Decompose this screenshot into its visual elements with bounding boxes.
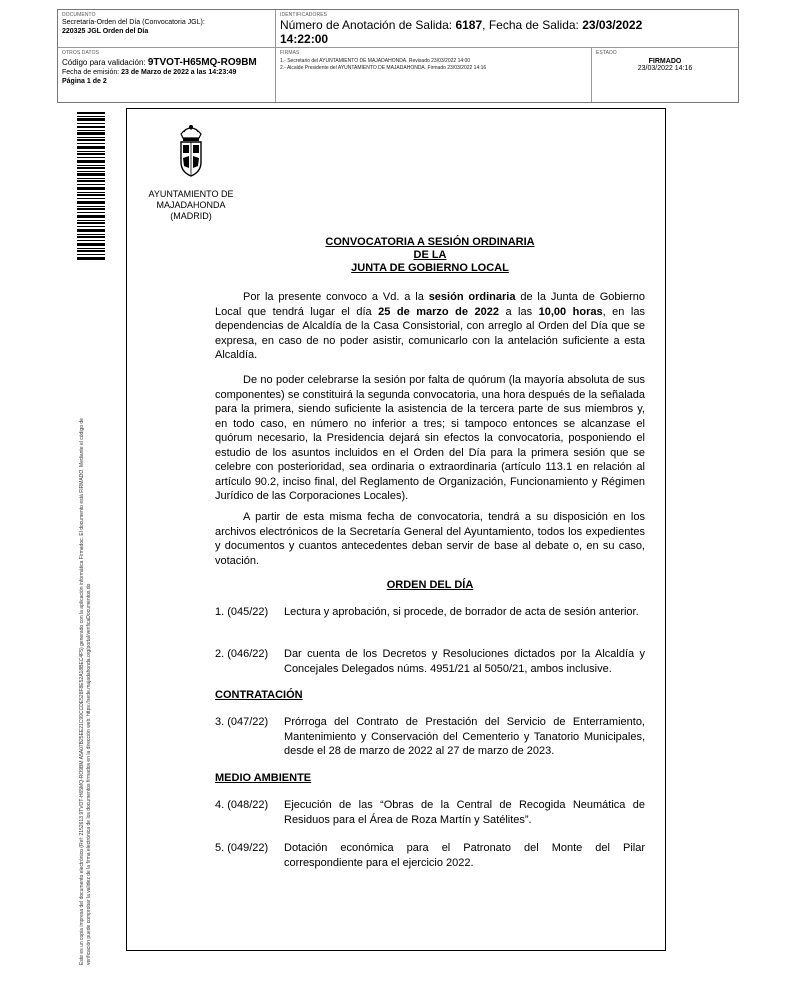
firmas-cell [276,48,592,102]
section-medio-ambiente: MEDIO AMBIENTE [215,772,312,784]
coat-of-arms-icon [175,118,207,180]
convocatoria-title: CONVOCATORIA A SESIÓN ORDINARIA DE LA JUNTA DE GOBIERNO LOCAL [325,236,535,274]
estado-label: ESTADO [596,50,617,56]
codigo-validacion: Código para validación: 9TVOT-H65MQ-RO9BM [62,57,257,68]
documento-line2: 220325 JGL Orden del Día [62,28,149,35]
documento-label: DOCUMENTO [62,12,96,18]
documento-line1: Secretaría-Orden del Día (Convocatoria JGL): [62,19,205,26]
paragraph-quorum: De no poder celebrarse la sesión por falta de quórum (la mayoría absoluta de sus componentes) se constituirá la segunda convocatoria, una hora después de la señalada para la primera, siendo suficiente la asistencia de la tercera parte de sus miembros y, en todo caso, en número no inferior a tres; si tampoco entonces se alcanzase el quórum necesario, la Presidencia dejará sin efectos la convocatoria, posponiendo el estudio de los asuntos incluidos en el Orden del Día para la primera sesión que se celebre con posterioridad, sea ordinaria o extraordinaria (artículo 113.1 en relación al artículo 90.2, inciso final, del Reglamento de Organización, Funcionamiento y Régimen Jurídico de las Corporaciones Locales). [215,374,645,502]
documento-cell [58,10,276,48]
paragraph-archivos: A partir de esta misma fecha de convocatoria, tendrá a su disposición en los archivos electrónicos de la Secretaría General del Ayuntamiento, todos los expedientes y documentos y cuantos antecedentes deban servir de base al debate o, en su caso, votación. [215,511,645,567]
identificadores-cell [276,10,738,48]
agenda-item: 2. (046/22) Dar cuenta de los Decretos y Resoluciones dictados por la Alcaldía y Concejales Delegados núms. 4951/21 al 5050/21, ambos inclusive. [215,648,645,675]
firma-1: 1.- Secretario del AYUNTAMIENTO DE MAJADAHONDA. Revisado 23/03/2022 14:00 [280,58,471,64]
fecha-emision: Fecha de emisión: 23 de Marzo de 2022 a las 14:23:49 [62,69,237,76]
agenda-item: 5. (049/22) Dotación económica para el Patronato del Monte del Pilar correspondiente para el ejercicio 2022. [215,842,645,869]
otros-datos-label: OTROS DATOS [62,50,100,56]
anotacion-salida: Número de Anotación de Salida: 6187, Fecha de Salida: 23/03/2022 14:22:00 [280,18,643,46]
agenda-item: 3. (047/22) Prórroga del Contrato de Prestación del Servicio de Enterramiento, Mantenimiento y Conservación del Cementerio y Tanatorio Municipales, desde el 28 de marzo de 2022 al 27 de marzo de 2023. [215,716,645,757]
estado-status: FIRMADO [648,58,682,65]
firmas-label: FIRMAS [280,50,300,56]
side-text-line2: verificación puede comprobar la validez de la firma electrónica de los documentos firmados en la dirección web: https://sede.majadahonda.org/portal/verificaDocumentos.do [86,583,92,965]
document-header [57,9,739,103]
agenda-item: 4. (048/22) Ejecución de las “Obras de la Central de Recogida Neumática de Residuos para el Área de Roza Martín y Satélites”. [215,799,645,826]
verification-side-text [79,265,93,965]
agenda-item: 1. (045/22) Lectura y aprobación, si procede, de borrador de acta de sesión anterior. [215,606,639,618]
otros-datos-cell [58,48,276,102]
paragraph-convocatoria: Por la presente convoco a Vd. a la sesión ordinaria de la Junta de Gobierno Local que tendrá lugar el día 25 de marzo de 2022 a las 10,00 horas, en las dependencias de Alcaldía de la Casa Consistorial, con arreglo al Orden del Día que se expresa, en caso de no poder asistir, comunicarlo con la antelación suficiente a esta Alcaldía. [215,291,645,361]
section-contratacion: CONTRATACIÓN [215,689,303,701]
side-text-line1: Este es un copia impresa del documento electrónico (Ref: 2152613 9TVOT-H65MQ-RO9BM A5A07B25EE21C99CCDE528F8E52A18BEC4F5) generado con la aplicación informática Firmadoc. El documento está FIRMADO. Mediante el código de [79,418,85,965]
barcode [77,112,105,262]
ayuntamiento-name: AYUNTAMIENTO DE MAJADAHONDA (MADRID) [148,189,234,221]
orden-del-dia-title: ORDEN DEL DÍA [386,579,474,591]
identificadores-label: IDENTIFICADORES [280,12,328,18]
firma-2: 2.- Alcalde Presidente del AYUNTAMIENTO DE MAJADAHONDA. Firmado 23/03/2022 14:16 [280,65,487,71]
pagina-indicator: Página 1 de 2 [62,78,107,85]
estado-fecha: 23/03/2022 14:16 [637,65,693,72]
estado-cell [592,48,738,102]
